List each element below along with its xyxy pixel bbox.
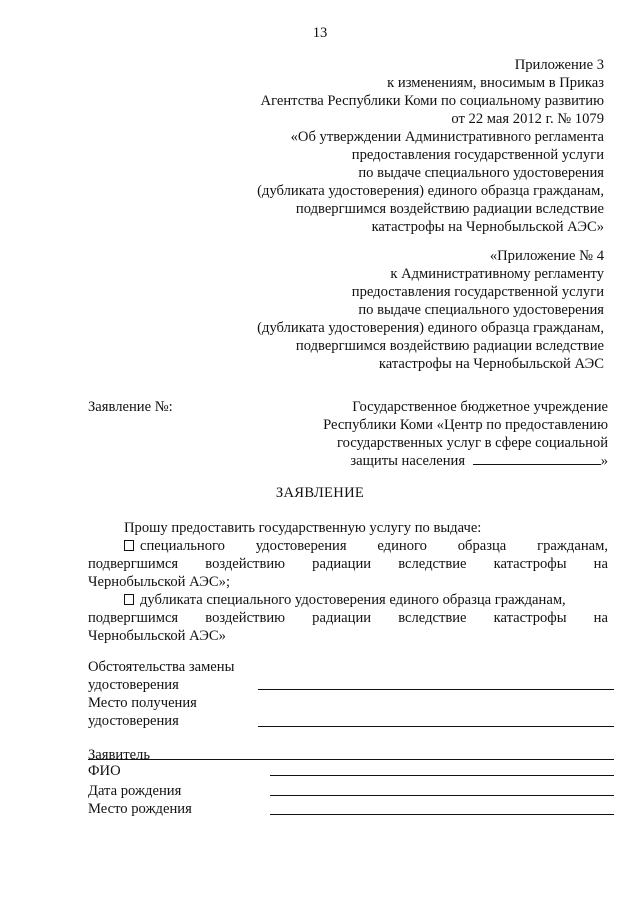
- option-line: [88, 591, 608, 609]
- option-word: радиации: [312, 610, 372, 626]
- option-word: образца: [457, 538, 507, 554]
- annex-line: к изменениям, вносимым в Приказ: [387, 75, 604, 91]
- recipient-line: Государственное бюджетное учреждение: [352, 399, 608, 415]
- annex-line: Агентства Республики Коми по социальному развитию: [260, 93, 604, 109]
- recipient-block: [323, 398, 608, 470]
- option-word: воздействию: [205, 610, 286, 626]
- annex-line: (дубликата удостоверения) единого образца гражданам,: [257, 183, 604, 199]
- annex-line: катастрофы на Чернобыльской АЭС»: [371, 219, 604, 235]
- annex-line: Приложение 3: [514, 57, 604, 73]
- annex-line: по выдаче специального удостоверения: [358, 302, 604, 318]
- fio-label: ФИО: [88, 763, 121, 779]
- circumstances-label: удостоверения: [88, 677, 179, 693]
- closing-quote: »: [600, 453, 608, 469]
- annex-3-header: [257, 56, 604, 236]
- option-line: Чернобыльской АЭС»;: [88, 574, 231, 590]
- option-duplicate-certificate: [88, 591, 608, 645]
- annex-line: подвергшимся воздействию радиации вследствие: [295, 338, 604, 354]
- special-certificate-checkbox[interactable]: [124, 540, 134, 551]
- recipient-line: [323, 452, 608, 470]
- recipient-line-text: защиты населения: [350, 453, 466, 469]
- option-word-text: специального: [140, 538, 225, 554]
- document-title: ЗАЯВЛЕНИЕ: [275, 485, 365, 501]
- annex-line: предоставления государственной услуги: [351, 147, 604, 163]
- annex-line: предоставления государственной услуги: [351, 284, 604, 300]
- option-line: [88, 555, 608, 573]
- option-word: воздействию: [205, 556, 286, 572]
- option-word: вследствие: [398, 556, 467, 572]
- option-line: Чернобыльской АЭС»: [88, 628, 226, 644]
- page-number: 13: [312, 25, 328, 41]
- option-word: на: [593, 610, 608, 626]
- option-word: [124, 537, 225, 555]
- place-of-receipt-label: удостоверения: [88, 713, 179, 729]
- circumstances-input-line[interactable]: [258, 689, 614, 690]
- request-body: [88, 519, 608, 645]
- annex-line: подвергшимся воздействию радиации вследствие: [295, 201, 604, 217]
- fio-input-line[interactable]: [270, 775, 614, 776]
- place-of-receipt-input-line[interactable]: [258, 726, 614, 727]
- recipient-blank-field[interactable]: [473, 452, 601, 465]
- option-word: радиации: [312, 556, 372, 572]
- option-special-certificate: [88, 537, 608, 591]
- annex-line: (дубликата удостоверения) единого образца гражданам,: [257, 320, 604, 336]
- birth-place-input-line[interactable]: [270, 814, 614, 815]
- application-number-label: Заявление №:: [88, 399, 173, 415]
- applicant-separator-line: [88, 759, 614, 760]
- option-word: удостоверения: [255, 538, 347, 554]
- applicant-label: Заявитель: [88, 747, 150, 763]
- option-line: [88, 609, 608, 627]
- annex-line: от 22 мая 2012 г. № 1079: [451, 111, 604, 127]
- option-word: подвергшимся: [88, 556, 179, 572]
- place-of-receipt-label: Место получения: [88, 695, 197, 711]
- option-word: катастрофы: [493, 556, 567, 572]
- option-word: единого: [377, 538, 427, 554]
- birth-place-label: Место рождения: [88, 801, 192, 817]
- birth-date-input-line[interactable]: [270, 795, 614, 796]
- recipient-line: государственных услуг в сфере социальной: [336, 435, 608, 451]
- option-word: подвергшимся: [88, 610, 179, 626]
- annex-line: «Об утверждении Административного регламента: [290, 129, 604, 145]
- option-word: вследствие: [398, 610, 467, 626]
- annex-line: «Приложение № 4: [489, 248, 604, 264]
- birth-date-label: Дата рождения: [88, 783, 182, 799]
- annex-line: по выдаче специального удостоверения: [358, 165, 604, 181]
- circumstances-label: Обстоятельства замены: [88, 659, 235, 675]
- option-word: гражданам,: [537, 538, 608, 554]
- option-line: [88, 537, 608, 555]
- intro-text: Прошу предоставить государственную услугу по выдаче:: [124, 520, 482, 536]
- annex-4-header: [257, 247, 604, 373]
- annex-line: к Административному регламенту: [390, 266, 604, 282]
- annex-line: катастрофы на Чернобыльской АЭС: [378, 356, 604, 372]
- duplicate-checkbox[interactable]: [124, 594, 134, 605]
- option-word: на: [593, 556, 608, 572]
- recipient-line: Республики Коми «Центр по предоставлению: [323, 417, 608, 433]
- option-line-text: дубликата специального удостоверения единого образца гражданам,: [140, 592, 566, 608]
- option-word: катастрофы: [493, 610, 567, 626]
